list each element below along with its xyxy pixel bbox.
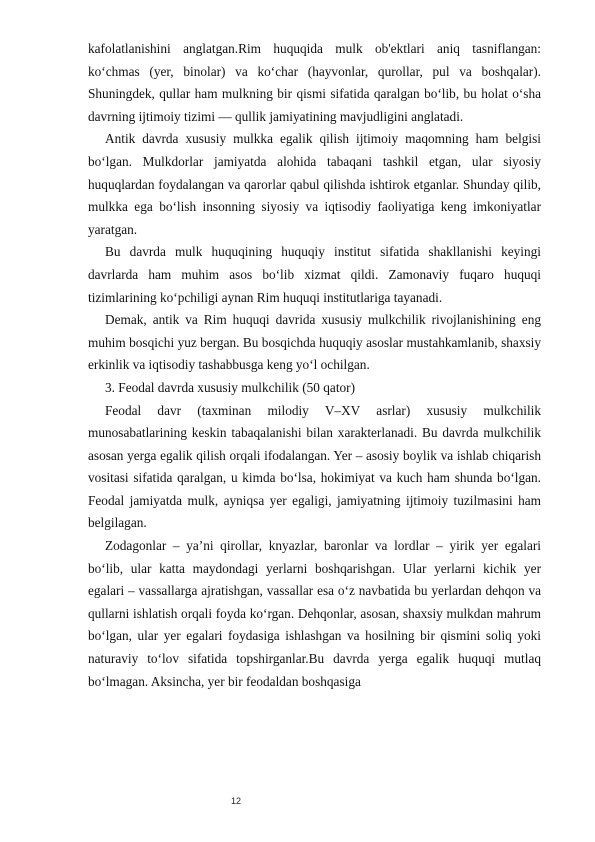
page-number: 12 — [231, 796, 242, 806]
document-page — [88, 38, 541, 693]
paragraph-conclusion-antiquity: Demak, antik va Rim huquqi davrida xususiy mulkchilik rivojlanishining eng muhim bosqichi yuz bergan. Bu bosqichda huquqiy asoslar mustahkamlanib, shaxsiy erkinlik va iqtisodiy tashabbusga keng yo‘l ochilgan. — [88, 312, 541, 373]
paragraph-legal-institute: Bu davrda mulk huquqining huquqiy institut sifatida shakllanishi keyingi davrlarda ham muhim asos bo‘lib xizmat qildi. Zamonaviy fuqaro huquqi tizimlarining ko‘pchiligi aynan Rim huquqi institutlariga tayanadi. — [88, 244, 541, 305]
paragraph-roman-property-classification: kafolatlanishini anglatgan.Rim huquqida mulk ob'ektlari aniq tasniflangan: ko‘chmas (yer, binolar) va ko‘char (hayvonlar, qurollar, pul va boshqalar). Shuningdek, qullar ham mulkning bir qismi sifatida qaralgan bo‘lib, bu holat o‘sha davrning ijtimoiy tizimi — qullik jamiyatining mavjudligini anglatadi. — [88, 41, 541, 124]
paragraph-feudal-period: Feodal davr (taxminan milodiy V–XV asrlar) xususiy mulkchilik munosabatlarining keskin tabaqalanishi bilan xarakterlanadi. Bu davrda mulkchilik asosan yerga egalik qilish orqali ifodalangan. Yer – asosiy boylik va ishlab chiqarish vositasi sifatida qaralgan, u kimda bo‘lsa, hokimiyat va kuch ham shunda bo‘lgan. Feodal jamiyatda mulk, ayniqsa yer egaligi, jamiyatning ijtimoiy tuzilmasini ham belgilagan. — [88, 402, 541, 531]
paragraph-nobility-landowners: Zodagonlar – ya’ni qirollar, knyazlar, baronlar va lordlar – yirik yer egalari bo‘lib, ular katta maydondagi yerlarni boshqarishgan. Ular yerlarni kichik yer egalari – vassallarga ajratishgan, vassallar esa o‘z navbatida bu yerlardan dehqon va qullarni ishlatish orqali foyda ko‘rgan. Dehqonlar, asosan, shaxsiy mulkdan mahrum bo‘lgan, ular yer egalari foydasiga ishlashgan va hosilning bir qismini soliq yoki naturaviy to‘lov sifatida topshirganlar.Bu davrda yerga egalik huquqi mutlaq bo‘lmagan. Aksincha, yer bir feodaldan boshqasiga — [88, 538, 541, 689]
section-heading-feudal: 3. Feodal davrda xususiy mulkchilik (50 qator) — [105, 379, 356, 395]
paragraph-antiquity-social-status: Antik davrda xususiy mulkka egalik qilish ijtimoiy maqomning ham belgisi bo‘lgan. Mulkdorlar jamiyatda alohida tabaqani tashkil etgan, ular siyosiy huquqlardan foydalangan va qarorlar qabul qilishda ishtirok etganlar. Shunday qilib, mulkka ega bo‘lish insonning siyosiy va iqtisodiy faoliyatiga keng imkoniyatlar yaratgan. — [88, 131, 541, 237]
